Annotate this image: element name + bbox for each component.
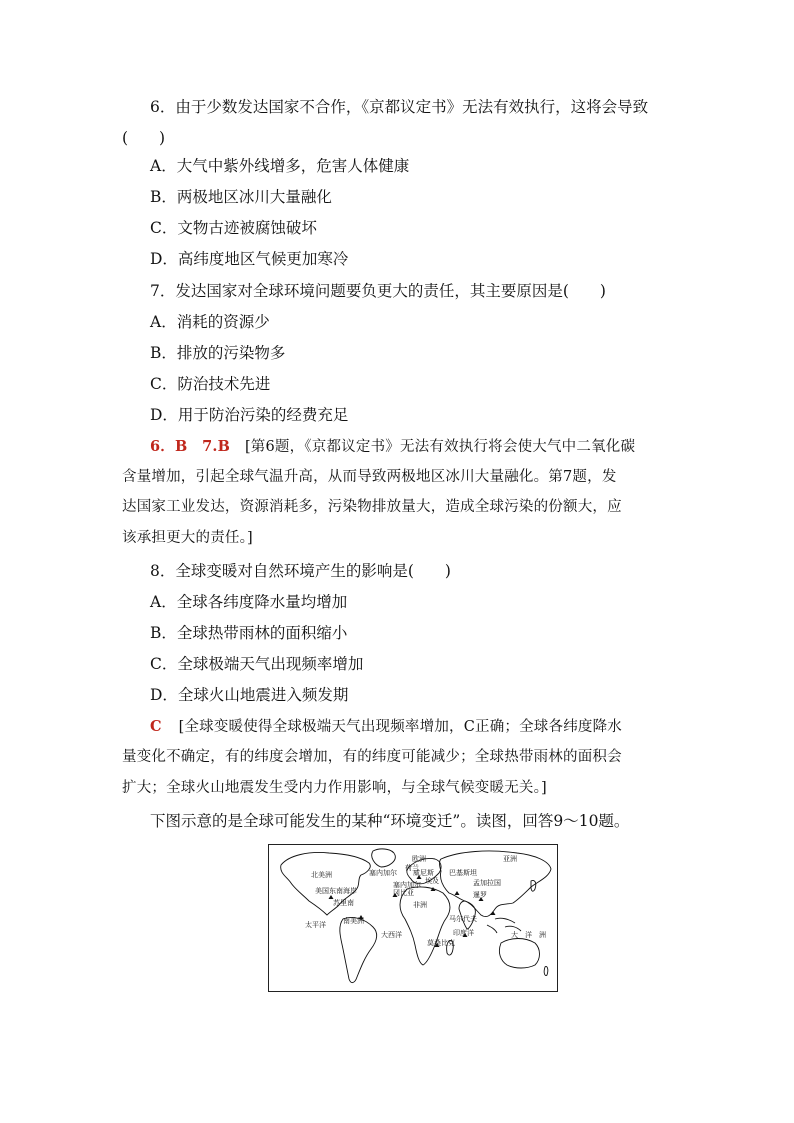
label-africa: 非洲 [413, 901, 427, 909]
answer-6-7-key: 6．B 7.B [150, 438, 231, 455]
label-oceania-2: 洋 [525, 931, 532, 939]
answer-8-text-1: [全球变暖使得全球极端天气出现频率增加，C正确；全球各纬度降水 [178, 719, 623, 735]
world-map-figure [268, 844, 558, 992]
q6-option-b: B．两极地区冰川大量融化 [150, 188, 332, 206]
answer-6-7-line-2: 含量增加，引起全球气温升高，从而导致两极地区冰川大量融化。第7题，发 [122, 469, 617, 485]
new-zealand-outline [544, 966, 548, 975]
label-senegal-top: 塞内加尔 [369, 869, 397, 877]
label-maldives: 马尔代夫 [449, 915, 477, 923]
label-europe: 欧洲 [412, 855, 426, 863]
q8-option-c: C．全球极端天气出现频率增加 [150, 655, 364, 673]
q7-option-d: D．用于防治污染的经费充足 [150, 406, 349, 424]
q8-stem: 8．全球变暖对自然环境产生的影响是( ) [150, 562, 451, 580]
q6-option-d: D．高纬度地区气候更加寒冷 [150, 250, 349, 268]
label-pakistan: 巴基斯坦 [449, 869, 477, 877]
label-siam: 暹罗 [473, 891, 487, 899]
answer-6-7-line-1 [150, 437, 635, 457]
q8-option-b: B．全球热带雨林的面积缩小 [150, 624, 348, 642]
south-america-outline [340, 917, 377, 982]
label-gambia-b: 冈比亚 [393, 889, 414, 897]
figure-intro: 下图示意的是全球可能发生的某种“环境变迁”。读图，回答9～10题。 [150, 812, 630, 830]
label-gambia-a: 塞内加尔 [393, 881, 421, 889]
q7-option-c: C．防治技术先进 [150, 375, 271, 393]
marker-pakistan [455, 891, 460, 895]
greenland-outline [372, 849, 396, 867]
world-map [269, 845, 557, 991]
q7-option-a: A．消耗的资源少 [150, 313, 270, 331]
label-egypt: 埃及 [425, 877, 439, 885]
label-mozambique: 莫桑比克 [427, 939, 455, 947]
answer-8-line-2: 量变化不确定，有的纬度会增加，有的纬度可能减少；全球热带雨林的面积会 [122, 749, 622, 765]
label-venice: 威尼斯 [413, 869, 434, 877]
answer-6-7-text-1: [第6题，《京都议定书》无法有效执行将会使大气中二氧化碳 [244, 439, 636, 455]
label-oceania-1: 大 [511, 931, 518, 939]
q6-paren: ( ) [122, 129, 166, 147]
label-oceania-3: 洲 [539, 931, 546, 939]
label-atlantic: 大西洋 [381, 931, 402, 939]
label-asia: 亚洲 [503, 855, 517, 863]
answer-6-7-line-3: 达国家工业发达，资源消耗多，污染物排放量大，造成全球污染的份额大，应 [122, 499, 622, 515]
label-netherlands: 荷兰 [405, 864, 419, 872]
label-north-america: 北美洲 [311, 871, 332, 879]
q7-stem: 7．发达国家对全球环境问题要负更大的责任，其主要原因是( ) [150, 282, 606, 300]
africa-outline [400, 887, 450, 965]
label-bangladesh: 孟加拉国 [473, 879, 501, 887]
q6-stem: 6．由于少数发达国家不合作，《京都议定书》无法有效执行，这将会导致 [150, 98, 649, 116]
marker-siam [491, 911, 496, 915]
q6-option-c: C．文物古迹被腐蚀破坏 [150, 219, 317, 237]
q8-option-d: D．全球火山地震进入频发期 [150, 686, 349, 704]
answer-8-key: C [150, 718, 162, 735]
label-suriname: 苏里南 [333, 899, 354, 907]
q7-option-b: B．排放的污染物多 [150, 344, 286, 362]
north-america-outline [281, 853, 371, 916]
answer-6-7-line-4: 该承担更大的责任。] [122, 530, 253, 546]
label-south-america: 南美洲 [343, 917, 364, 925]
answer-8-line-3: 扩大；全球火山地震发生受内力作用影响，与全球气候变暖无关。] [122, 780, 547, 796]
label-pacific: 太平洋 [305, 921, 326, 929]
answer-8-line-1 [150, 717, 622, 737]
label-indian-ocean: 印度洋 [453, 929, 474, 937]
q8-option-a: A．全球各纬度降水量均增加 [150, 593, 348, 611]
q6-option-a: A．大气中紫外线增多，危害人体健康 [150, 157, 410, 175]
australia-outline [499, 939, 539, 969]
label-usa-coast: 美国东南海岸 [315, 887, 357, 895]
